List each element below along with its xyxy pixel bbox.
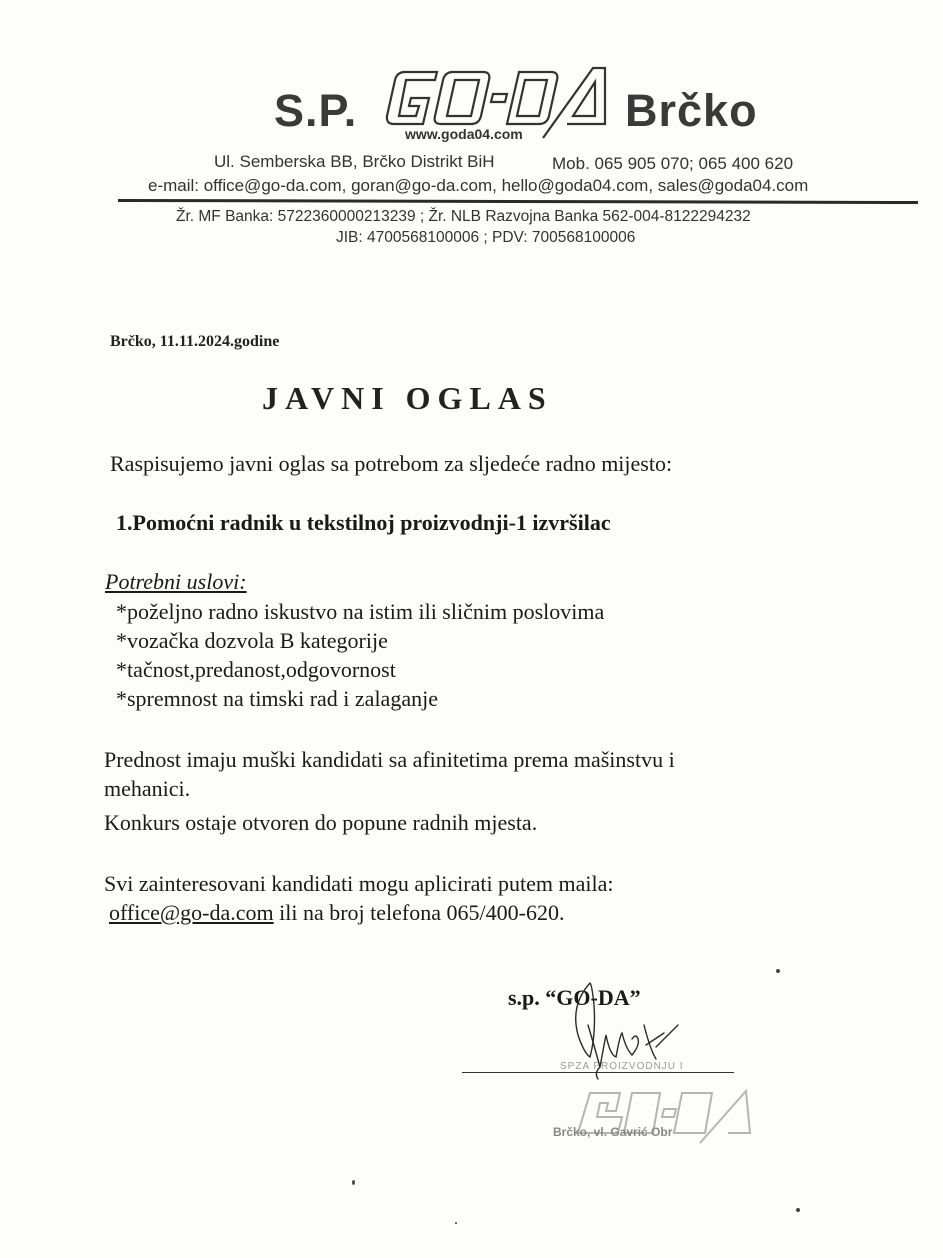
stamp-bottom-text: Brčko, vl. Gavrić Obr xyxy=(553,1125,673,1139)
document-intro: Raspisujemo javni oglas sa potrebom za sljedeće radno mijesto: xyxy=(110,451,673,476)
apply-line-1: Svi zainteresovani kandidati mogu aplicirati putem maila: xyxy=(104,871,614,896)
apply-phone-text: ili na broj telefona 065/400-620. xyxy=(273,900,565,925)
scan-speck xyxy=(796,1208,800,1212)
scan-speck xyxy=(776,969,780,973)
letterhead-divider xyxy=(118,199,918,204)
letterhead-city: Brčko xyxy=(625,85,758,136)
letterhead-website: www.goda04.com xyxy=(405,126,523,142)
document-date: Brčko, 11.11.2024.godine xyxy=(110,333,280,350)
stamp-top-text: SPZA PROIZVODNJU I xyxy=(560,1061,684,1072)
requirement-item: *spremnost na timski rad i zalaganje xyxy=(116,686,438,711)
job-position: 1.Pomoćni radnik u tekstilnoj proizvodnji-1 izvršilac xyxy=(116,510,611,535)
apply-line-2 xyxy=(109,898,564,927)
requirements-list xyxy=(116,597,604,713)
requirement-item: *vozačka dozvola B kategorije xyxy=(116,628,388,653)
scan-speck xyxy=(352,1180,355,1185)
document-title: JAVNI OGLAS xyxy=(262,380,553,416)
preference-line-1: Prednost imaju muški kandidati sa afinitetima prema mašinstvu i xyxy=(104,747,675,772)
preference-line-2: mehanici. xyxy=(104,776,191,801)
letterhead-bank-line: Žr. MF Banka: 5722360000213239 ; Žr. NLB Razvojna Banka 562-004-8122294232 xyxy=(176,208,751,225)
letterhead-tax-line: JIB: 4700568100006 ; PDV: 700568100006 xyxy=(336,229,636,246)
requirements-heading: Potrebni uslovi: xyxy=(105,569,247,594)
signature-company: s.p. “GO-DA” xyxy=(508,985,641,1010)
handwritten-signature xyxy=(560,975,700,1085)
letterhead-address: Ul. Semberska BB, Brčko Distrikt BiH xyxy=(214,152,495,171)
requirement-item: *tačnost,predanost,odgovornost xyxy=(116,657,396,682)
letterhead-mobile: Mob. 065 905 070; 065 400 620 xyxy=(552,154,794,173)
letterhead-emails: e-mail: office@go-da.com, goran@go-da.com, hello@goda04.com, sales@goda04.com xyxy=(148,176,809,195)
open-until-text: Konkurs ostaje otvoren do popune radnih mjesta. xyxy=(104,810,538,835)
scan-speck xyxy=(455,1222,457,1224)
apply-email-link[interactable]: office@go-da.com xyxy=(109,900,274,925)
requirement-item: *poželjno radno iskustvo na istim ili sličnim poslovima xyxy=(116,599,605,624)
letterhead-prefix: S.P. xyxy=(274,85,358,136)
